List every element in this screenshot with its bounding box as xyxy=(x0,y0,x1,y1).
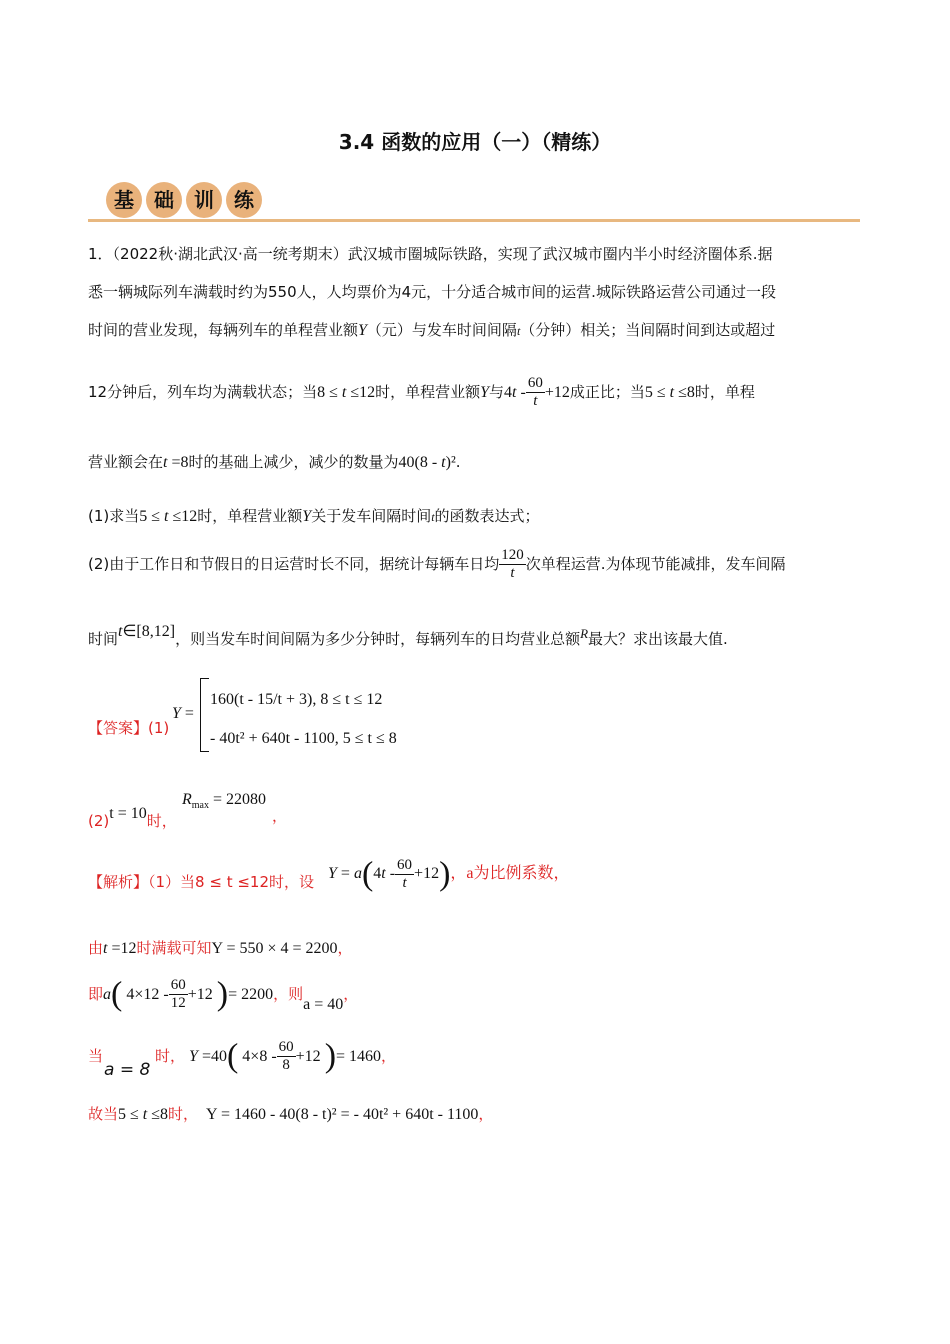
section-badge-group xyxy=(106,182,266,222)
answer-case: 160(t - 15/t + 3), 8 ≤ t ≤ 12 xyxy=(210,691,383,708)
problem-line: 时间的营业发现，每辆列车的单程营业额Y（元）与发车时间间隔t（分钟）相关；当间隔时间到达或超过 xyxy=(88,321,776,339)
section-badge: 基 xyxy=(106,182,142,218)
analysis-line: 故当5 ≤ t ≤8时， Y = 1460 - 40(8 - t)² = - 40t² + 640t - 1100， xyxy=(88,1105,494,1123)
answer-rmax: $R_{max} = 22080$ xyxy=(182,791,267,812)
section-badge: 训 xyxy=(186,182,222,218)
analysis-line: 当 时， Y =40( 4×8 - $\frac{60}{8}$ +12 )= 1460， xyxy=(88,1037,397,1075)
problem-line: 时间t∈[8,12]，则当发车时间间隔为多少分钟时，每辆列车的日均营业总额R最大？求出该最大值. xyxy=(88,623,728,648)
answer-line: (2)t = 10时， xyxy=(88,805,177,830)
answer-line: 【答案】(1) xyxy=(88,719,170,737)
problem-line: 营业额会在t =8时的基础上减少，减少的数量为40(8 - t)². xyxy=(88,453,461,471)
analysis-line: 即a( 4×12 - $\frac{60}{12}$ +12 )= 2200，则a = 40， xyxy=(88,975,359,1013)
analysis-note: a = 8 xyxy=(104,1060,151,1080)
problem-line: (1)求当5 ≤ t ≤12时，单程营业额Y关于发车间隔时间t的函数表达式； xyxy=(88,507,540,525)
section-badge: 练 xyxy=(226,182,262,218)
problem-line: 悉一辆城际列车满载时约为550人，人均票价为4元，十分适合城市间的运营.城际铁路运营公司通过一段 xyxy=(88,283,776,301)
analysis-formula: Y = a(4t - $\frac{60}{t}$ +12)，a为比例系数， xyxy=(328,855,570,893)
analysis-line: 由t =12时满载可知Y = 550 × 4 = 2200， xyxy=(88,939,353,957)
problem-line: 12分钟后，列车均为满载状态；当8 ≤ t ≤12时，单程营业额Y与4t - $\frac{60}{t}$ +12成正比；当5 ≤ t ≤8时，单程 xyxy=(88,375,755,409)
problem-line: (2)由于工作日和节假日的日运营时长不同，据统计每辆车日均 $\frac{120}{t}$ 次单程运营.为体现节能减排，发车间隔 xyxy=(88,547,786,581)
answer-case: - 40t² + 640t - 1100, 5 ≤ t ≤ 8 xyxy=(210,730,397,747)
problem-line: 1．（2022秋·湖北武汉·高一统考期末）武汉城市圈城际铁路，实现了武汉城市圈内半小时经济圈体系.据 xyxy=(88,245,773,263)
answer-punct: ， xyxy=(272,807,288,825)
section-divider xyxy=(88,219,860,222)
section-badge: 础 xyxy=(146,182,182,218)
analysis-line: 【解析】（1）当8 ≤ t ≤12时，设 xyxy=(88,873,315,891)
page-title: 3.4 函数的应用（一）（精练） xyxy=(338,130,612,154)
piecewise-brace xyxy=(200,678,209,752)
answer-piecewise-lhs: Y = xyxy=(172,705,194,722)
